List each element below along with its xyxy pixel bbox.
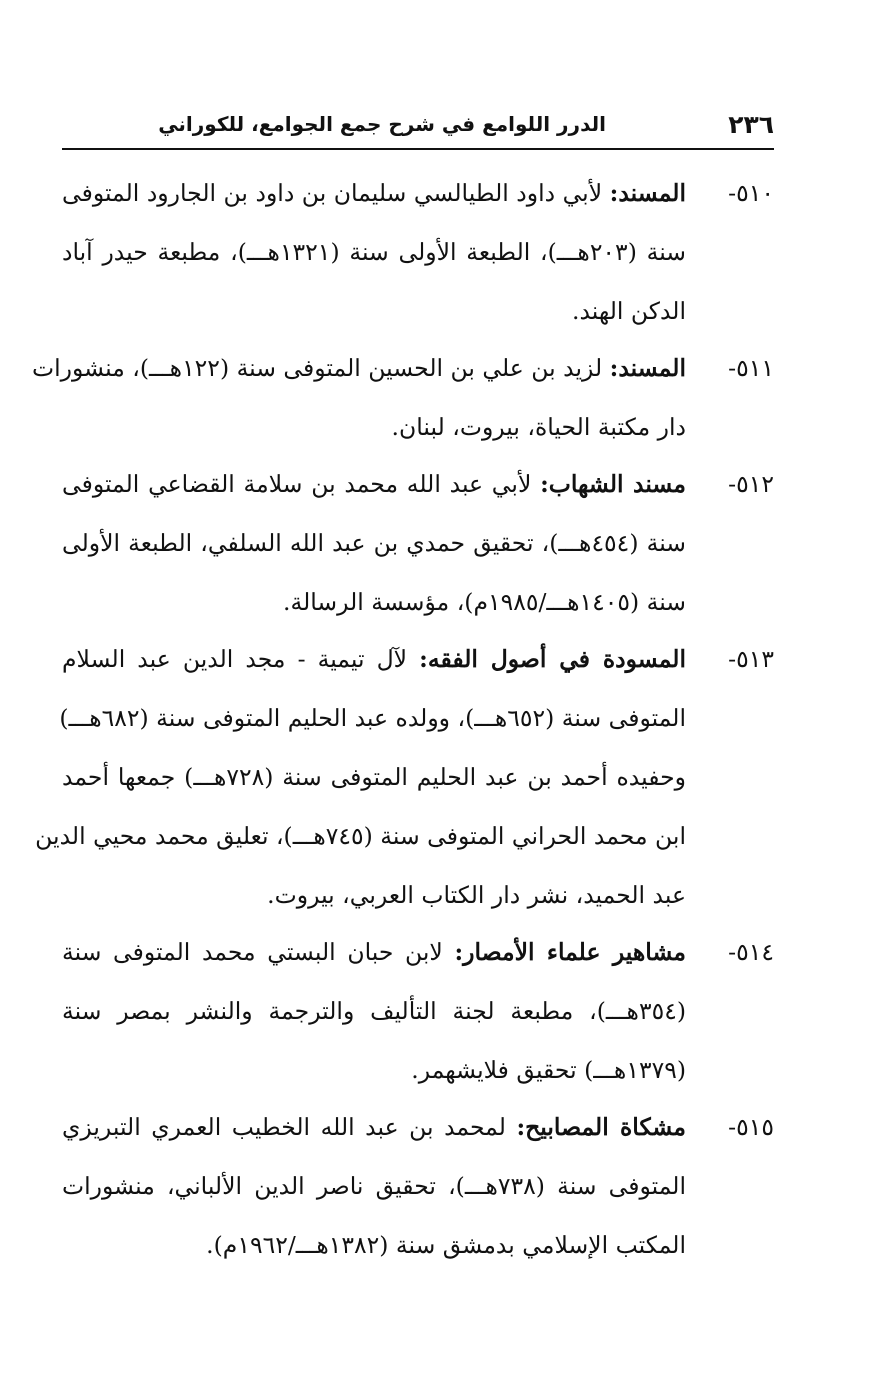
entry-title: المسند: [609, 354, 686, 382]
entry-line: دار مكتبة الحياة، بيروت، لبنان. [391, 413, 686, 441]
entry-number: ٥١٤- [728, 938, 774, 966]
entry-line: الدكن الهند. [572, 297, 686, 325]
bibliography-entry [62, 164, 774, 341]
entry-line: (٣٥٤هـــ)، مطبعة لجنة التأليف والترجمة والنشر بمصر سنة [62, 997, 686, 1025]
entry-title: مسند الشهاب: [540, 470, 686, 498]
entry-line: سنة (٢٠٣هـــ)، الطبعة الأولى سنة (١٣٢١هـــ)، مطبعة حيدر آباد [62, 238, 686, 266]
entry-line: عبد الحميد، نشر دار الكتاب العربي، بيروت. [267, 881, 686, 909]
bibliography-entry [62, 455, 774, 632]
entry-line [62, 455, 686, 514]
bibliography-entry [62, 923, 774, 1100]
entry-line [62, 923, 686, 982]
entry-line: سنة (٤٥٤هـــ)، تحقيق حمدي بن عبد الله السلفي، الطبعة الأولى [62, 529, 686, 557]
entry-line: سنة (١٤٠٥هـــ/١٩٨٥م)، مؤسسة الرسالة. [283, 588, 686, 616]
entry-line: وحفيده أحمد بن عبد الحليم المتوفى سنة (٧٢٨هـــ) جمعها أحمد [62, 763, 686, 791]
entry-line: (١٣٧٩هـــ) تحقيق فلايشهمر. [411, 1056, 686, 1084]
entry-line: المتوفى سنة (٧٣٨هـــ)، تحقيق ناصر الدين الألباني، منشورات [62, 1172, 686, 1200]
bibliography-entry [62, 1098, 774, 1275]
entry-text: لآل تيمية - مجد الدين عبد السلام [62, 645, 408, 673]
entry-title: مشاهير علماء الأمصار: [454, 938, 686, 966]
entry-line [62, 630, 686, 689]
entry-number: ٥١١- [728, 354, 774, 382]
entry-title: المسودة في أصول الفقه: [419, 645, 686, 673]
bibliography-entry [35, 630, 774, 925]
bibliography-entry [32, 339, 774, 457]
entry-number: ٥١٣- [728, 645, 774, 673]
entry-title: المسند: [609, 179, 686, 207]
entry-text: لمحمد بن عبد الله الخطيب العمري التبريزي [62, 1113, 506, 1141]
entry-line [62, 164, 686, 223]
entry-line [32, 339, 686, 398]
page-header [62, 108, 774, 150]
entry-number: ٥١٢- [728, 470, 774, 498]
entry-number: ٥١٥- [728, 1113, 774, 1141]
entry-text: لأبي عبد الله محمد بن سلامة القضاعي المتوفى [62, 470, 532, 498]
entry-line: المتوفى سنة (٦٥٢هـــ)، وولده عبد الحليم المتوفى سنة (٦٨٢هـــ) [59, 704, 686, 732]
entry-text: لأبي داود الطيالسي سليمان بن داود بن الجارود المتوفى [62, 179, 603, 207]
entry-text: لزيد بن علي بن الحسين المتوفى سنة (١٢٢هـــ)، منشورات [32, 354, 603, 382]
running-title: الدرر اللوامع في شرح جمع الجوامع، للكوراني [158, 112, 606, 136]
entry-line: المكتب الإسلامي بدمشق سنة (١٣٨٢هـــ/١٩٦٢م). [206, 1231, 686, 1259]
entry-line [62, 1098, 686, 1157]
entry-line: ابن محمد الحراني المتوفى سنة (٧٤٥هـــ)، تعليق محمد محيي الدين [35, 822, 686, 850]
bibliography-list [32, 164, 774, 1275]
entry-number: ٥١٠- [728, 179, 774, 207]
entry-text: لابن حبان البستي محمد المتوفى سنة [62, 938, 443, 966]
entry-title: مشكاة المصابيح: [516, 1113, 686, 1141]
page-number: ٢٣٦ [728, 110, 774, 139]
